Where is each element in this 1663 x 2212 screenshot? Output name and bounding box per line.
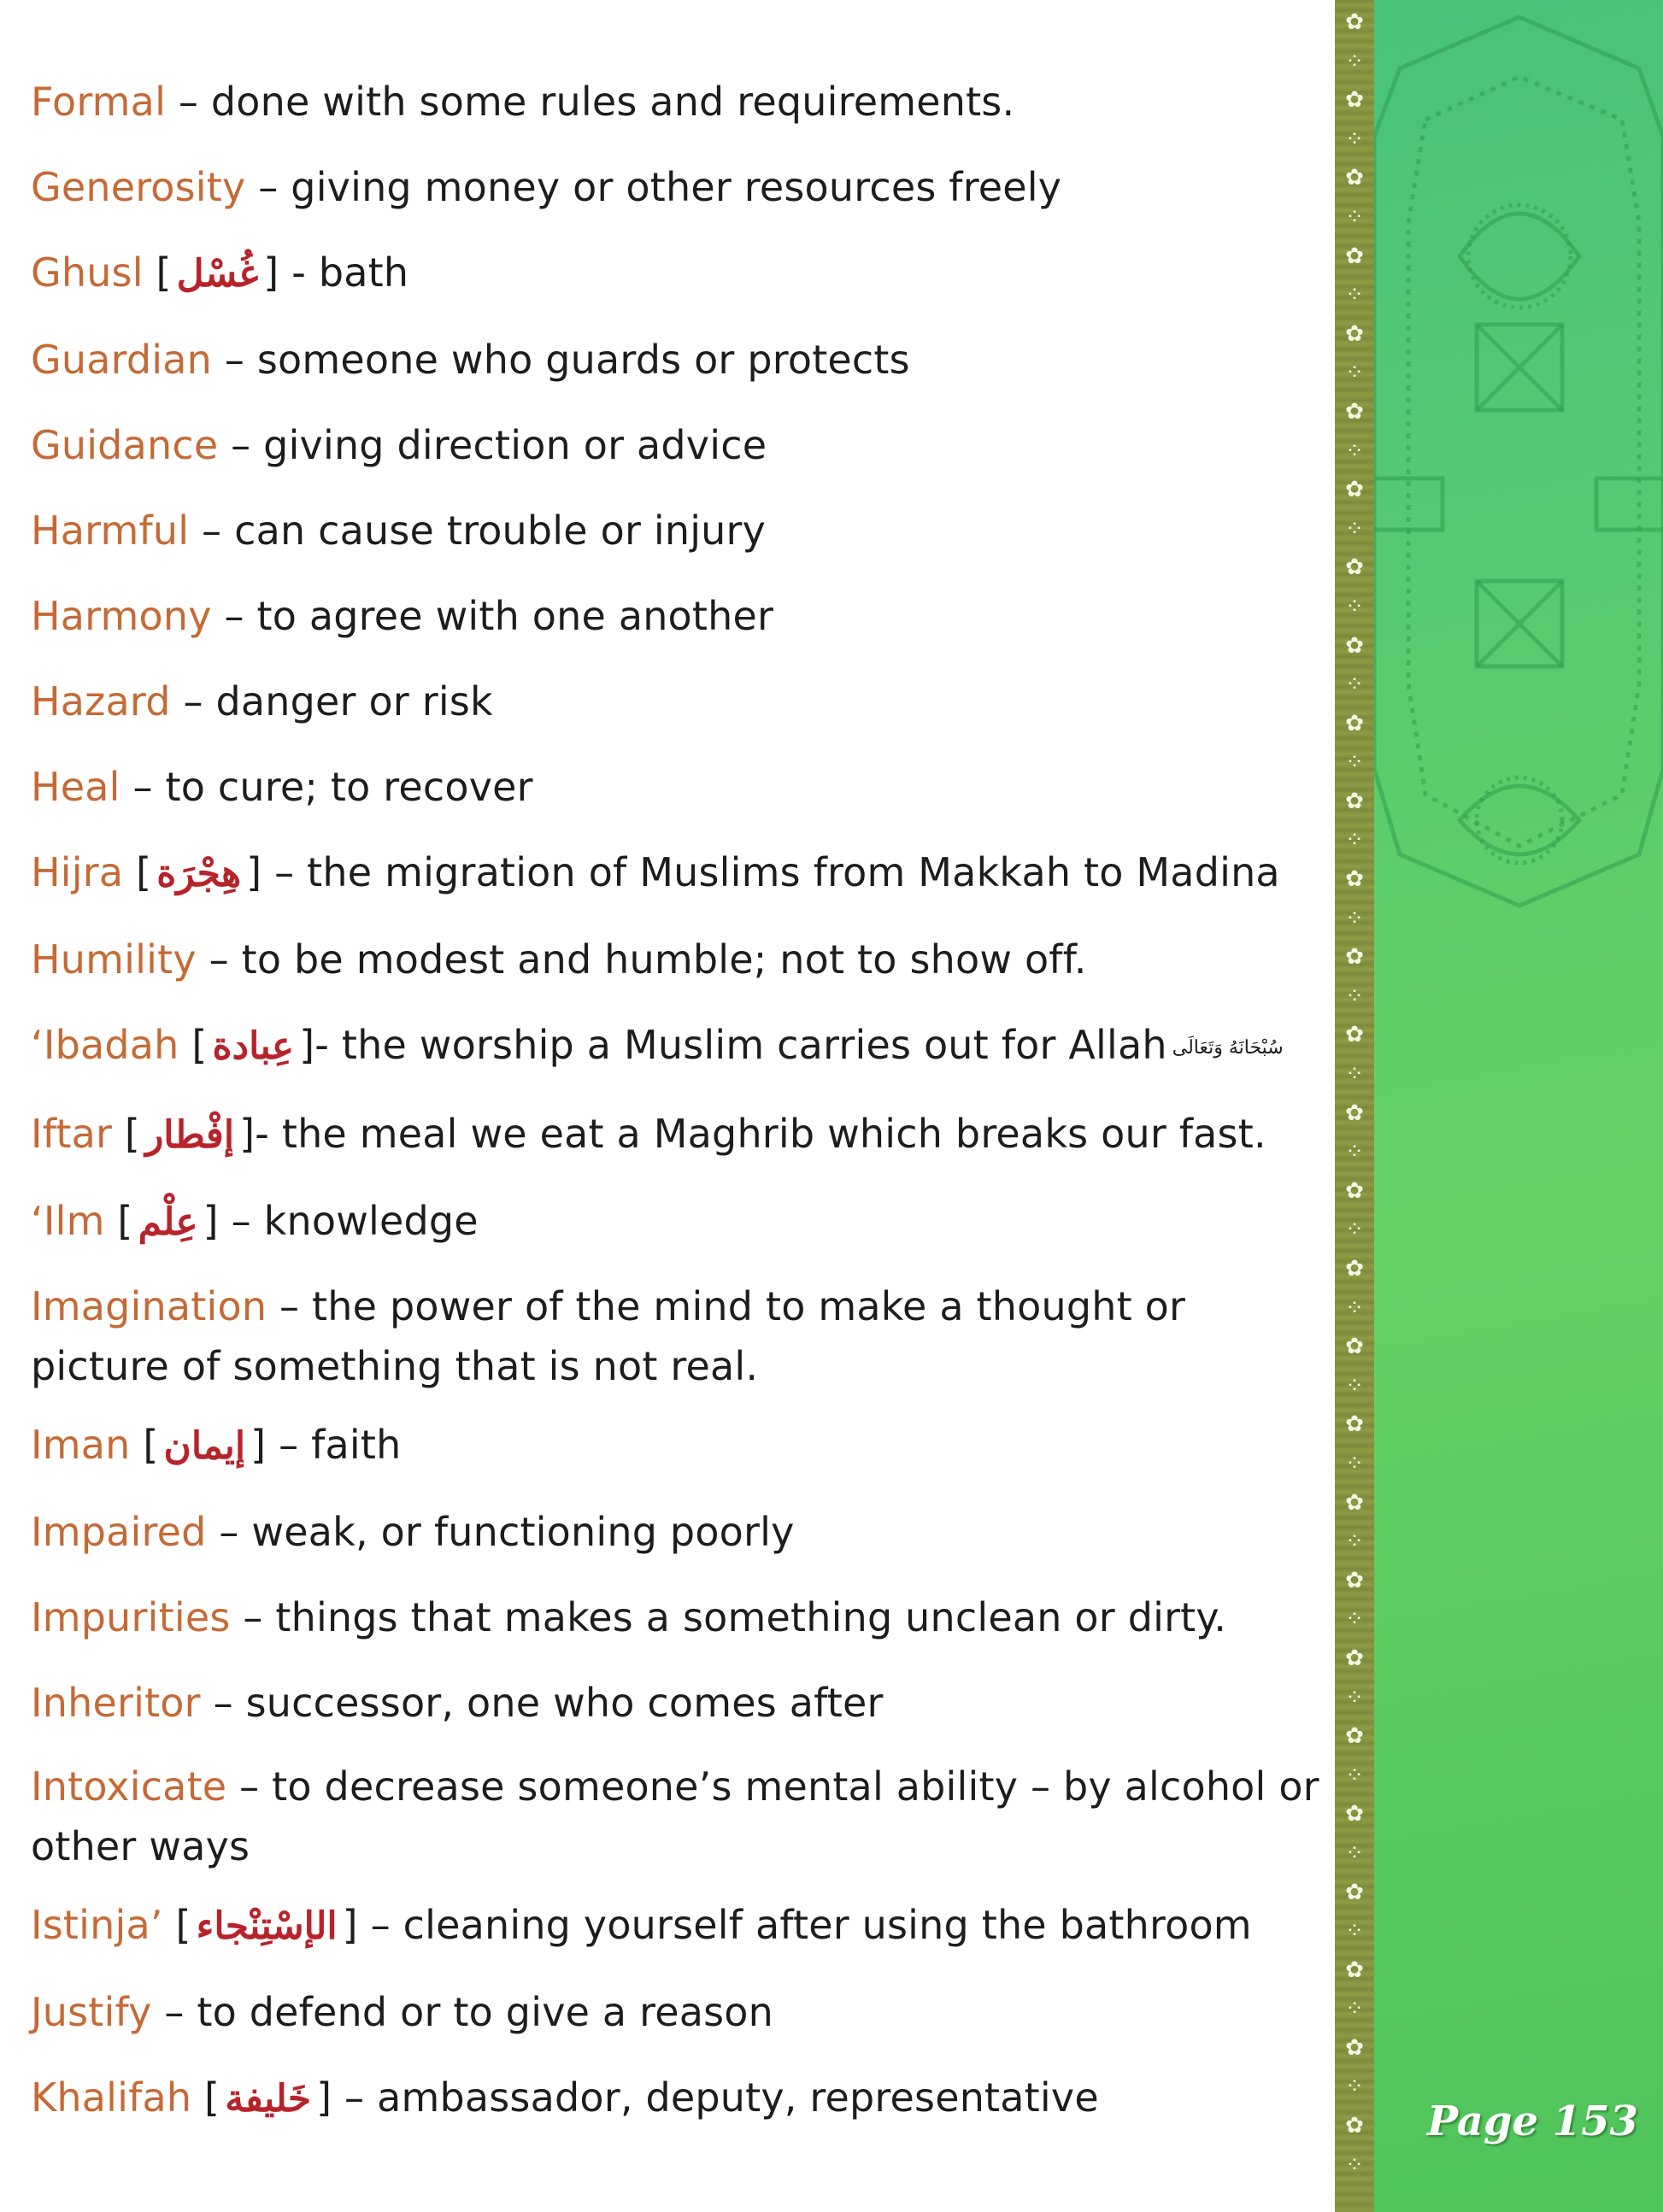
glossary-entry	[31, 402, 1330, 487]
flower-star-icon: ⁘	[1345, 1606, 1364, 1633]
glossary-entry	[31, 1574, 1330, 1659]
flower-star-icon: ✿	[1345, 87, 1364, 114]
flower-star-icon: ⁘	[1345, 282, 1364, 308]
entry-term: Intoxicate	[31, 1763, 227, 1810]
glossary-entry	[31, 572, 1330, 658]
entry-term: Hazard	[31, 678, 171, 725]
entry-term: ‘Ibadah	[31, 1022, 179, 1068]
entry-definition: – to agree with one another	[211, 593, 774, 639]
entry-term: Iman	[31, 1421, 131, 1468]
glossary-entry	[31, 1401, 1330, 1488]
flower-star-icon: ✿	[1345, 866, 1364, 893]
flower-star-icon: ✿	[1345, 1723, 1364, 1750]
glossary-entry	[31, 1001, 1330, 1090]
flower-star-icon: ⁘	[1345, 593, 1364, 619]
flower-star-icon: ✿	[1345, 554, 1364, 581]
entry-definition: – weak, or functioning poorly	[206, 1508, 795, 1555]
flower-star-icon: ✿	[1345, 9, 1364, 35]
entry-arabic: هِجْرَة	[156, 852, 242, 895]
entry-term: Guidance	[31, 422, 219, 468]
entry-definition: ] – ambassador, deputy, representative	[316, 2074, 1099, 2121]
entry-term: Generosity	[31, 164, 246, 210]
entry-definition: ] – knowledge	[203, 1197, 479, 1244]
glossary-entry	[31, 1969, 1330, 2054]
entry-term: Justify	[31, 1988, 152, 2035]
entry-term: Inheritor	[31, 1679, 201, 1726]
entry-term: Iftar	[31, 1110, 113, 1157]
entry-term: Heal	[31, 764, 120, 810]
entry-term: Khalifah	[31, 2074, 192, 2121]
flower-star-icon: ✿	[1345, 944, 1364, 971]
glossary-entry	[31, 743, 1330, 829]
flower-star-icon: ✿	[1345, 1177, 1364, 1204]
entry-definition: – to decrease someone’s mental ability – by alcohol or other ways	[31, 1763, 1319, 1869]
flower-star-icon: ✿	[1345, 2113, 1364, 2139]
entry-definition: – giving direction or advice	[218, 422, 767, 468]
entry-definition: ]- the meal we eat a Maghrib which breaks our fast.	[239, 1110, 1266, 1157]
entry-arabic: إيمان	[163, 1423, 246, 1468]
flower-star-icon: ⁘	[1345, 2151, 1364, 2178]
entry-definition: – things that makes a something unclean or dirty.	[230, 1593, 1227, 1640]
entry-definition: – the power of the mind to make a thought or picture of something that is not real.	[31, 1282, 1186, 1389]
entry-term: Harmony	[31, 593, 212, 639]
entry-definition: ] - bath	[263, 249, 409, 296]
entry-definition: – danger or risk	[170, 678, 493, 725]
entry-arabic: إفْطار	[145, 1112, 235, 1157]
glossary-entry	[31, 1090, 1330, 1177]
flower-star-icon: ⁘	[1345, 1372, 1364, 1399]
glossary-entry	[31, 58, 1330, 144]
entry-definition: – done with some rules and requirements.	[166, 79, 1015, 125]
page-number: Page 153	[1427, 2098, 1638, 2145]
flower-star-icon: ⁘	[1345, 126, 1364, 152]
flower-star-icon: ⁘	[1345, 1762, 1364, 1788]
flower-star-icon: ✿	[1345, 710, 1364, 736]
glossary-entry	[31, 658, 1330, 743]
flower-star-icon: ✿	[1345, 165, 1364, 191]
flower-star-icon: ⁘	[1345, 1139, 1364, 1165]
glossary-entry	[31, 1659, 1330, 1745]
flower-star-icon: ✿	[1345, 243, 1364, 269]
flower-star-icon: ✿	[1345, 1022, 1364, 1048]
entry-bracket: [	[104, 1197, 133, 1244]
flower-star-icon: ⁘	[1345, 1839, 1364, 1866]
flower-star-icon: ✿	[1345, 320, 1364, 347]
entry-bracket: [	[162, 1901, 191, 1948]
glossary-list	[31, 58, 1330, 2141]
entry-definition: – someone who guards or protects	[212, 337, 910, 383]
entry-term: Impurities	[31, 1593, 231, 1640]
entry-bracket: [	[123, 849, 152, 895]
entry-arabic: غُسْل	[176, 252, 259, 296]
flower-star-icon: ✿	[1345, 1957, 1364, 1983]
flower-star-icon: ✿	[1345, 477, 1364, 503]
flower-star-icon: ✿	[1345, 1567, 1364, 1593]
flower-star-icon: ✿	[1345, 1801, 1364, 1828]
entry-bracket: [	[191, 2074, 220, 2121]
flower-star-icon: ⁘	[1345, 1684, 1364, 1710]
glossary-entry	[31, 1177, 1330, 1264]
glossary-entry	[31, 1745, 1321, 1881]
flower-star-icon: ⁘	[1345, 1217, 1364, 1243]
ornament-pattern	[1374, 0, 1663, 2212]
entry-arabic: عِبادة	[212, 1024, 295, 1068]
flower-star-icon: ✿	[1345, 1879, 1364, 1905]
entry-definition: – to defend or to give a reason	[151, 1988, 774, 2035]
glossary-entry	[31, 144, 1330, 229]
glossary-entry	[31, 2054, 1330, 2141]
flower-star-icon: ⁘	[1345, 1996, 1364, 2022]
flower-star-icon: ✿	[1345, 1100, 1364, 1126]
entry-definition: – can cause trouble or injury	[189, 508, 767, 554]
glossary-entry	[31, 1881, 1330, 1969]
entry-bracket: [	[179, 1022, 208, 1068]
entry-definition: – giving money or other resources freely	[245, 164, 1062, 210]
flower-star-icon: ⁘	[1345, 983, 1364, 1009]
decorative-border	[1335, 0, 1374, 2212]
glossary-entry	[31, 916, 1330, 1001]
glossary-entry	[31, 487, 1330, 572]
flower-star-icon: ⁘	[1345, 48, 1364, 74]
entry-arabic: خَليفة	[225, 2076, 312, 2121]
honorific-glyph: سُبْحَانَهُ وَتَعَالَى	[1172, 1036, 1284, 1059]
flower-star-icon: ⁘	[1345, 827, 1364, 854]
entry-term: Impaired	[31, 1508, 207, 1555]
flower-star-icon: ✿	[1345, 398, 1364, 425]
entry-term: Humility	[31, 936, 197, 983]
flower-star-icon: ✿	[1345, 1489, 1364, 1516]
flower-star-icon: ⁘	[1345, 1061, 1364, 1088]
flower-star-icon: ✿	[1345, 2034, 1364, 2061]
flower-star-icon: ✿	[1345, 1256, 1364, 1282]
entry-arabic: عِلْم	[138, 1200, 198, 1244]
entry-term: Formal	[31, 79, 167, 125]
entry-term: Hijra	[31, 849, 124, 895]
flower-star-icon: ⁘	[1345, 203, 1364, 230]
entry-definition: ] – faith	[250, 1421, 402, 1468]
entry-definition: – successor, one who comes after	[200, 1679, 884, 1726]
glossary-entry	[31, 829, 1330, 916]
glossary-entry	[31, 1488, 1330, 1574]
flower-star-icon: ✿	[1345, 1411, 1364, 1438]
entry-definition: – to cure; to recover	[120, 764, 533, 810]
entry-term: Istinja’	[31, 1901, 163, 1948]
flower-star-icon: ⁘	[1345, 360, 1364, 386]
flower-star-icon: ⁘	[1345, 1918, 1364, 1945]
entry-term: Imagination	[31, 1282, 267, 1329]
entry-definition: ]- the worship a Muslim carries out for Allah	[299, 1022, 1167, 1068]
flower-star-icon: ⁘	[1345, 515, 1364, 542]
flower-star-icon: ⁘	[1345, 672, 1364, 698]
flower-star-icon: ⁘	[1345, 749, 1364, 776]
entry-term: Ghusl	[31, 249, 144, 296]
entry-arabic: الإسْتِنْجاء	[196, 1904, 338, 1948]
flower-star-icon: ✿	[1345, 1645, 1364, 1671]
flower-star-icon: ⁘	[1345, 1450, 1364, 1476]
glossary-entry	[31, 1264, 1321, 1401]
flower-star-icon: ✿	[1345, 1334, 1364, 1360]
glossary-entry	[31, 316, 1330, 402]
flower-star-icon: ✿	[1345, 788, 1364, 814]
glossary-entry	[31, 229, 1330, 316]
flower-star-icon: ⁘	[1345, 1294, 1364, 1321]
flower-star-icon: ⁘	[1345, 905, 1364, 931]
entry-definition: ] – the migration of Muslims from Makkah to Madina	[246, 849, 1280, 895]
entry-term: Guardian	[31, 337, 213, 383]
entry-bracket: [	[130, 1421, 159, 1468]
entry-term: Harmful	[31, 508, 190, 554]
entry-term: ‘Ilm	[31, 1197, 105, 1244]
entry-definition: – to be modest and humble; not to show off.	[196, 936, 1087, 983]
flower-star-icon: ⁘	[1345, 437, 1364, 464]
entry-definition: ] – cleaning yourself after using the bathroom	[342, 1901, 1252, 1948]
entry-bracket: [	[112, 1110, 141, 1157]
decorative-panel	[1374, 0, 1663, 2212]
flower-star-icon: ⁘	[1345, 1528, 1364, 1555]
flower-star-icon: ✿	[1345, 632, 1364, 659]
flower-star-icon: ⁘	[1345, 2074, 1364, 2100]
entry-bracket: [	[143, 249, 172, 296]
